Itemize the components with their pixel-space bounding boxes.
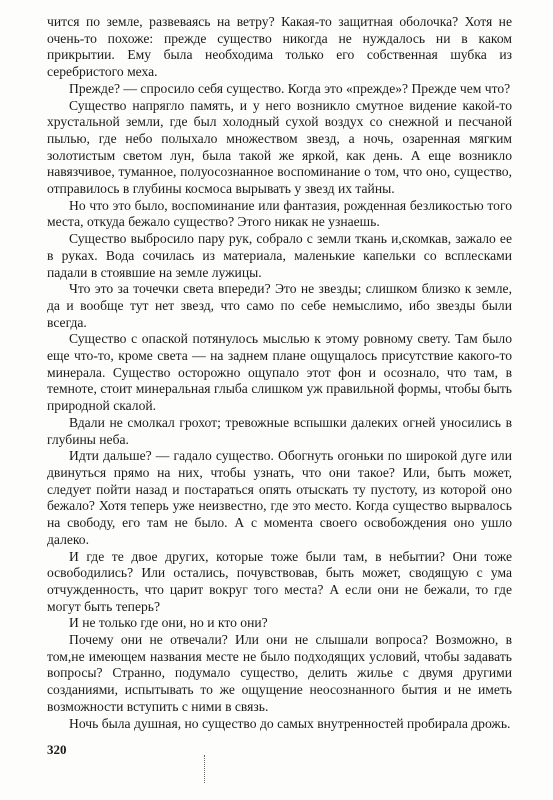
paragraph: Что это за точечки света впереди? Это не звезды; слишком близко к земле, да и вообще тут нет звезд, что само по себе немыслимо, ибо звезды были всегда. xyxy=(47,281,512,330)
page-number: 320 xyxy=(47,742,67,757)
body-text xyxy=(47,14,512,732)
paragraph: И где те двое других, которые тоже были там, в небытии? Они тоже освободились? Или остались, почувствовав, быть может, сводящую с ума отчужденность, что царит вокруг того места? А если они не бежали, то где могут быть теперь? xyxy=(47,548,512,614)
scan-artifact xyxy=(204,755,206,783)
paragraph: И не только где они, но и кто они? xyxy=(69,615,268,631)
paragraph: Существо с опаской потянулось мыслью к этому ровному свету. Там было еще что-то, кроме света — на заднем плане ощущалось присутствие какого-то минерала. Существо осторожно ощупало этот фон и осознало, что там, в темноте, стоит минеральная глыба слишком уж правильной формы, чтобы быть природной скалой. xyxy=(47,331,512,414)
paragraph: Идти дальше? — гадало существо. Обогнуть огоньки по широкой дуге или двинуться прямо на них, чтобы узнать, что они такое? Или, быть может, следует пойти назад и постараться опять отыскать ту пустоту, из которой оно бежало? Хотя теперь уже неизвестно, где это место. Когда существо вырвалось на свободу, его там не было. А с момента своего освобождения оно ушло далеко. xyxy=(47,448,512,547)
paragraph: Почему они не отвечали? Или они не слышали вопроса? Возможно, в том,не имеющем названия месте не было подходящих условий, чтобы задавать вопросы? Странно, подумало существо, делить жилье с двумя другими созданиями, испытывать то же ощущение неосознанного бытия и не иметь возможности вступить с ними в связь. xyxy=(47,632,512,714)
paragraph: Ночь была душная, но существо до самых внутренностей пробирала дрожь. xyxy=(69,715,511,731)
paragraph: Существо напрягло память, и у него возникло смутное видение какой-то хрустальной земли, где был холодный сухой воздух со снежной и песчаной пылью, где небо полыхало множеством звезд, а ночь, озаренная мягким золотистым светом лун, была такой же яркой, как день. А еще возникло навязчивое, туманное, полуосознанное воспоминание о том, что оно, существо, отправилось в глубины космоса вырывать у звезд их тайны. xyxy=(47,97,512,197)
paragraph: Существо выбросило пару рук, собрало с земли ткань и,скомкав, зажало ее в руках. Вода сочилась из материала, маленькие капельки со всплесками падали в стоявшие на земле лужицы. xyxy=(47,231,512,280)
paragraph: Прежде? — спросило себя существо. Когда это «прежде»? Прежде чем что? xyxy=(69,80,511,96)
paragraph: Но что это было, воспоминание или фантазия, рожденная безликостью того места, откуда бежало существо? Этого никак не узнаешь. xyxy=(47,197,512,230)
paragraph: Вдали не смолкал грохот; тревожные вспышки далеких огней уносились в глубины неба. xyxy=(47,414,512,447)
paragraph-continued: чится по земле, развеваясь на ветру? Какая-то защитная оболочка? Хотя не очень-то похоже: прежде существо никогда не нуждалось ни в каком прикрытии. Ему была необходима только его собственная шубка из серебристого меха. xyxy=(47,14,512,80)
